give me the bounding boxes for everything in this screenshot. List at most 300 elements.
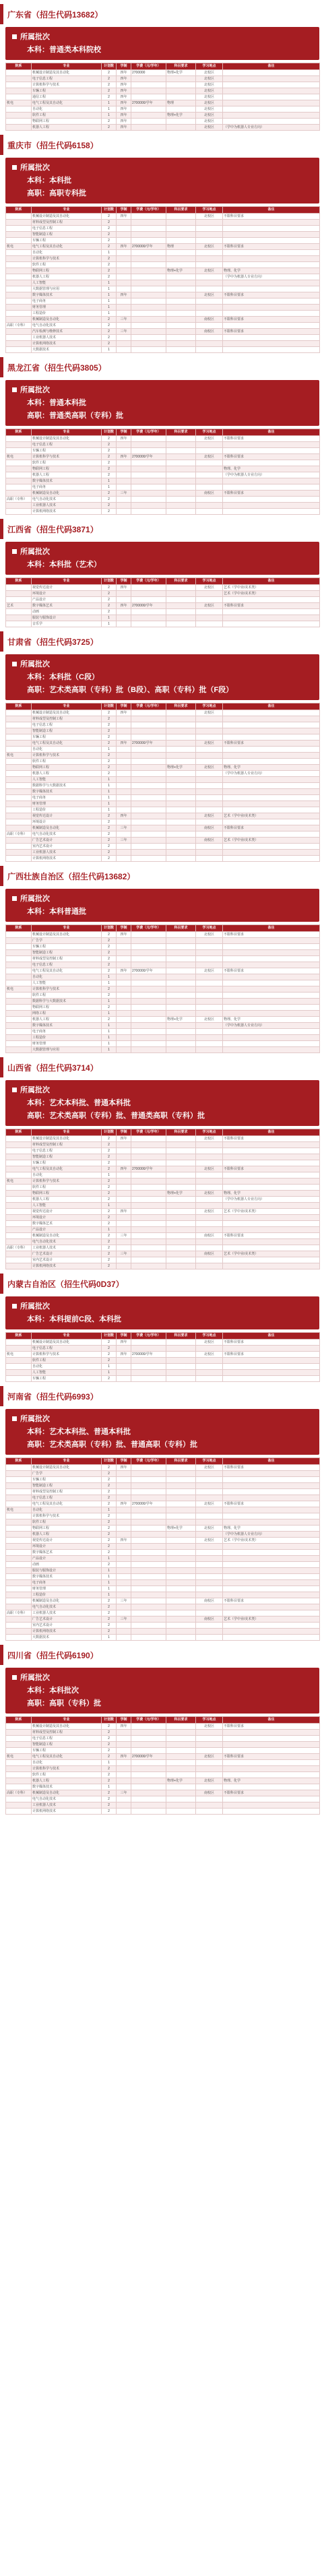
table-cell xyxy=(117,323,131,329)
table-cell xyxy=(131,1623,166,1629)
table-row xyxy=(6,1352,320,1358)
table-cell xyxy=(131,759,166,765)
table-row xyxy=(6,1263,320,1269)
table-cell xyxy=(6,1233,32,1239)
table-cell xyxy=(117,1477,131,1483)
province-header xyxy=(0,866,322,886)
table-cell xyxy=(6,807,32,813)
table-row xyxy=(6,94,320,100)
table-row xyxy=(6,1754,320,1760)
table-cell: （学中为机器人专业方向） xyxy=(223,1532,320,1538)
table-cell xyxy=(196,256,223,262)
table-cell xyxy=(6,436,32,442)
table-row xyxy=(6,1802,320,1809)
table-cell xyxy=(223,70,320,76)
table-cell xyxy=(131,710,166,716)
batch-title-text: 所属批次 xyxy=(20,1086,50,1094)
table-row xyxy=(6,232,320,238)
table-cell xyxy=(6,710,32,716)
table-cell: 视觉传达设计 xyxy=(32,585,102,591)
table-cell: 机器人工程 xyxy=(32,1017,102,1023)
table-cell xyxy=(131,311,166,317)
table-cell xyxy=(166,1483,196,1489)
table-row xyxy=(6,1221,320,1227)
table-cell: 三年 xyxy=(117,491,131,497)
table-cell xyxy=(117,591,131,597)
table-cell xyxy=(117,478,131,484)
batch-box xyxy=(5,380,319,426)
table-cell: 环境设计 xyxy=(32,1544,102,1550)
table-cell: 机器人工程 xyxy=(32,1778,102,1784)
table-cell xyxy=(196,759,223,765)
table-cell xyxy=(166,1538,196,1544)
table-cell xyxy=(131,436,166,442)
table-cell xyxy=(196,1766,223,1772)
table-cell: 2 xyxy=(102,1489,117,1495)
batch-title-text: 所属批次 xyxy=(20,895,50,903)
table-row xyxy=(6,1465,320,1471)
table-cell xyxy=(6,347,32,353)
table-cell xyxy=(6,442,32,448)
table-cell xyxy=(166,82,196,88)
table-cell xyxy=(131,753,166,759)
table-cell: 2 xyxy=(102,220,117,226)
table-row xyxy=(6,1136,320,1142)
table-cell: 机电 xyxy=(6,1179,32,1185)
table-cell: 车辆工程 xyxy=(32,1160,102,1166)
plan-table xyxy=(5,924,320,1053)
table-cell: 三年 xyxy=(117,329,131,335)
table-cell: 2700000 xyxy=(131,70,166,76)
column-header: 计划数 xyxy=(102,1717,117,1724)
table-cell xyxy=(6,1185,32,1191)
table-cell xyxy=(131,1035,166,1041)
table-cell: 数字媒体技术 xyxy=(32,789,102,795)
table-cell: 2 xyxy=(102,1209,117,1215)
table-cell xyxy=(131,484,166,491)
table-cell xyxy=(166,771,196,777)
table-cell: 四年 xyxy=(117,436,131,442)
table-cell: 2 xyxy=(102,819,117,825)
table-cell xyxy=(166,1501,196,1507)
table-row xyxy=(6,1142,320,1148)
table-cell xyxy=(166,1616,196,1623)
table-cell xyxy=(196,1370,223,1376)
table-cell xyxy=(196,1592,223,1598)
table-cell xyxy=(166,88,196,94)
table-cell: 北校区 xyxy=(196,1724,223,1730)
table-row xyxy=(6,999,320,1005)
table-cell xyxy=(223,503,320,509)
table-cell: 2 xyxy=(102,497,117,503)
table-cell: 2 xyxy=(102,119,117,125)
table-cell xyxy=(131,1185,166,1191)
table-row xyxy=(6,1586,320,1592)
table-cell: 四年 xyxy=(117,741,131,747)
table-cell xyxy=(6,76,32,82)
table-cell xyxy=(166,807,196,813)
table-cell xyxy=(131,974,166,980)
table-cell xyxy=(131,1148,166,1154)
province-header xyxy=(0,1274,322,1294)
table-cell xyxy=(196,1197,223,1203)
table-cell: 2 xyxy=(102,956,117,962)
table-cell xyxy=(166,1736,196,1742)
table-cell: 北校区 xyxy=(196,1017,223,1023)
table-cell xyxy=(166,436,196,442)
table-cell xyxy=(6,311,32,317)
table-cell xyxy=(117,442,131,448)
table-cell xyxy=(6,238,32,244)
table-cell xyxy=(196,980,223,986)
table-row xyxy=(6,478,320,484)
table-cell: 2 xyxy=(102,1191,117,1197)
table-cell xyxy=(223,1005,320,1011)
table-row xyxy=(6,1257,320,1263)
table-cell xyxy=(196,1550,223,1556)
table-cell: 机电 xyxy=(6,986,32,993)
table-cell: 不限科目要求 xyxy=(223,1340,320,1346)
table-cell: 计算机科学与技术 xyxy=(32,753,102,759)
batch-line: 高职：艺术类高职（专科）批、普通高职（专科）批 xyxy=(27,1441,197,1449)
table-cell xyxy=(131,1358,166,1364)
table-cell xyxy=(131,305,166,311)
table-cell: 北校区 xyxy=(196,1778,223,1784)
table-cell: 2 xyxy=(102,1142,117,1148)
table-cell: 1 xyxy=(102,789,117,795)
table-cell: 自动化 xyxy=(32,974,102,980)
table-cell xyxy=(131,1519,166,1526)
table-cell xyxy=(117,759,131,765)
table-cell xyxy=(117,466,131,472)
table-cell: 2 xyxy=(102,844,117,850)
column-header: 计划数 xyxy=(102,63,117,70)
table-cell xyxy=(6,1483,32,1489)
table-cell xyxy=(196,609,223,615)
table-cell xyxy=(6,795,32,801)
table-cell: 2 xyxy=(102,1233,117,1239)
table-cell xyxy=(196,999,223,1005)
table-cell: 北校区 xyxy=(196,125,223,131)
table-cell xyxy=(166,1148,196,1154)
table-cell xyxy=(131,795,166,801)
table-cell xyxy=(117,783,131,789)
table-cell: 数字媒体技术 xyxy=(32,1023,102,1029)
table-cell: 2 xyxy=(102,232,117,238)
province-title: 山西省（招生代码3714） xyxy=(7,1063,98,1073)
table-cell: 北校区 xyxy=(196,268,223,274)
table-row xyxy=(6,938,320,944)
table-cell xyxy=(166,801,196,807)
table-cell: 四年 xyxy=(117,113,131,119)
table-cell xyxy=(117,844,131,850)
table-cell: 1 xyxy=(102,311,117,317)
table-cell xyxy=(131,722,166,728)
table-cell xyxy=(131,329,166,335)
table-cell xyxy=(131,825,166,831)
table-cell: 1 xyxy=(102,1047,117,1053)
column-header: 学习地点 xyxy=(196,63,223,70)
table-cell: 2 xyxy=(102,1263,117,1269)
table-cell: 四年 xyxy=(117,82,131,88)
table-cell xyxy=(6,759,32,765)
table-cell: 电气自动化技术 xyxy=(32,1239,102,1245)
table-cell xyxy=(131,1556,166,1562)
table-cell: 艺术（学中业/美术类） xyxy=(223,585,320,591)
table-row xyxy=(6,1784,320,1790)
column-header: 院系 xyxy=(6,1129,32,1136)
table-cell: 2 xyxy=(102,238,117,244)
table-cell: 服装与服饰设计 xyxy=(32,1568,102,1574)
table-cell: 财务管理 xyxy=(32,801,102,807)
table-row xyxy=(6,728,320,734)
table-cell xyxy=(166,286,196,292)
table-cell xyxy=(117,497,131,503)
table-cell: 2 xyxy=(102,950,117,956)
batch-title xyxy=(12,31,313,42)
table-row xyxy=(6,256,320,262)
table-cell xyxy=(6,728,32,734)
table-cell: 北校区 xyxy=(196,1526,223,1532)
table-cell: 2 xyxy=(102,268,117,274)
column-header: 学费（元/学年） xyxy=(131,703,166,710)
table-cell xyxy=(117,1623,131,1629)
table-cell: 四年 xyxy=(117,125,131,131)
table-cell xyxy=(223,1245,320,1251)
table-cell: 2 xyxy=(102,88,117,94)
table-cell: 物理+化学 xyxy=(166,1778,196,1784)
table-cell xyxy=(6,1160,32,1166)
table-cell: 2 xyxy=(102,1790,117,1796)
table-cell: 北校区 xyxy=(196,741,223,747)
table-cell xyxy=(196,226,223,232)
table-cell xyxy=(223,1580,320,1586)
table-cell: 1 xyxy=(102,280,117,286)
batch-title xyxy=(12,1084,313,1095)
table-cell: 智能制造工程 xyxy=(32,1154,102,1160)
table-cell xyxy=(6,968,32,974)
table-cell: 2 xyxy=(102,1598,117,1604)
table-cell: 2 xyxy=(102,1340,117,1346)
table-cell: 财务管理 xyxy=(32,305,102,311)
table-cell xyxy=(223,100,320,106)
table-cell: 四年 xyxy=(117,1538,131,1544)
column-header: 备注 xyxy=(223,1717,320,1724)
table-cell xyxy=(117,1154,131,1160)
table-cell: 软件工程 xyxy=(32,1185,102,1191)
table-cell xyxy=(166,986,196,993)
table-cell xyxy=(117,1760,131,1766)
table-cell xyxy=(131,94,166,100)
column-header: 学费（元/学年） xyxy=(131,925,166,932)
table-cell: 2 xyxy=(102,1358,117,1364)
table-cell xyxy=(6,1796,32,1802)
table-cell: 软件工程 xyxy=(32,993,102,999)
table-row xyxy=(6,1160,320,1166)
table-cell: 北校区 xyxy=(196,100,223,106)
table-cell: 2 xyxy=(102,603,117,609)
table-cell xyxy=(196,250,223,256)
table-cell: 电气工程及其自动化 xyxy=(32,1166,102,1172)
table-row xyxy=(6,1370,320,1376)
table-cell: 北校区 xyxy=(196,76,223,82)
table-cell xyxy=(196,305,223,311)
table-cell: 南校区 xyxy=(196,491,223,497)
table-cell: 软件工程 xyxy=(32,759,102,765)
table-cell: 工业机器人技术 xyxy=(32,1245,102,1251)
table-cell: 1 xyxy=(102,292,117,299)
table-cell xyxy=(131,621,166,627)
table-cell: 四年 xyxy=(117,968,131,974)
table-cell xyxy=(6,1376,32,1382)
table-cell xyxy=(223,1556,320,1562)
table-cell xyxy=(6,838,32,844)
table-cell: 南校区 xyxy=(196,1790,223,1796)
table-cell: 软件工程 xyxy=(32,1358,102,1364)
table-cell: 2 xyxy=(102,710,117,716)
table-cell: 2 xyxy=(102,317,117,323)
table-header-row xyxy=(6,1333,320,1340)
table-cell xyxy=(131,1041,166,1047)
column-header: 科目要求 xyxy=(166,1333,196,1340)
table-cell xyxy=(6,741,32,747)
table-cell xyxy=(223,795,320,801)
table-cell: 2 xyxy=(102,1562,117,1568)
table-cell xyxy=(166,250,196,256)
table-cell: 2 xyxy=(102,1005,117,1011)
table-cell xyxy=(131,1489,166,1495)
table-cell xyxy=(166,795,196,801)
province-header xyxy=(0,1386,322,1406)
table-cell xyxy=(196,722,223,728)
table-cell xyxy=(166,1574,196,1580)
table-cell: 车辆工程 xyxy=(32,88,102,94)
table-cell xyxy=(223,615,320,621)
table-cell xyxy=(131,1154,166,1160)
table-cell xyxy=(131,1136,166,1142)
plan-table xyxy=(5,577,320,627)
table-cell xyxy=(131,106,166,113)
table-cell: 2 xyxy=(102,1501,117,1507)
table-cell xyxy=(223,448,320,454)
table-cell xyxy=(166,76,196,82)
table-row xyxy=(6,1513,320,1519)
table-cell: 三年 xyxy=(117,1616,131,1623)
column-header: 计划数 xyxy=(102,578,117,585)
table-cell: 1 xyxy=(102,1203,117,1209)
table-cell: 计算机网络技术 xyxy=(32,856,102,862)
table-cell: 艺术 xyxy=(6,603,32,609)
table-cell xyxy=(131,214,166,220)
table-cell: 2 xyxy=(102,341,117,347)
table-cell: 2 xyxy=(102,1809,117,1815)
table-row xyxy=(6,1501,320,1507)
table-cell xyxy=(223,621,320,627)
table-cell: 2 xyxy=(102,466,117,472)
table-cell xyxy=(166,728,196,734)
table-cell xyxy=(117,1495,131,1501)
table-row xyxy=(6,1562,320,1568)
table-cell xyxy=(223,950,320,956)
table-cell xyxy=(131,1495,166,1501)
table-cell: 2 xyxy=(102,962,117,968)
table-cell xyxy=(117,1376,131,1382)
table-cell xyxy=(196,1495,223,1501)
table-row xyxy=(6,1172,320,1179)
table-row xyxy=(6,1772,320,1778)
column-header: 学习地点 xyxy=(196,1458,223,1465)
table-cell: 计算机科学与技术 xyxy=(32,1352,102,1358)
table-cell xyxy=(223,509,320,515)
table-cell xyxy=(166,1748,196,1754)
table-cell: 计算机科学与技术 xyxy=(32,1179,102,1185)
table-cell xyxy=(166,1370,196,1376)
column-header: 学制 xyxy=(117,925,131,932)
table-cell: 软件工程 xyxy=(32,1772,102,1778)
table-row xyxy=(6,82,320,88)
table-cell xyxy=(223,1047,320,1053)
table-cell: 2 xyxy=(102,1017,117,1023)
table-cell xyxy=(223,819,320,825)
table-cell xyxy=(223,280,320,286)
column-header: 科目要求 xyxy=(166,1129,196,1136)
batch-title xyxy=(12,1672,313,1683)
table-cell xyxy=(117,286,131,292)
table-cell: 不限科目要求 xyxy=(223,1790,320,1796)
table-cell: 2 xyxy=(102,1748,117,1754)
table-row xyxy=(6,710,320,716)
table-cell xyxy=(223,1748,320,1754)
table-cell xyxy=(223,1562,320,1568)
table-cell: 1 xyxy=(102,1784,117,1790)
batch-title-text: 所属批次 xyxy=(20,660,50,668)
table-cell xyxy=(6,250,32,256)
table-cell: 2 xyxy=(102,503,117,509)
table-cell xyxy=(196,311,223,317)
table-cell: 2 xyxy=(102,1544,117,1550)
square-bullet-icon xyxy=(12,34,17,39)
table-cell xyxy=(196,448,223,454)
table-cell xyxy=(166,838,196,844)
table-row xyxy=(6,1766,320,1772)
table-cell xyxy=(6,466,32,472)
table-cell xyxy=(117,472,131,478)
table-cell: 2 xyxy=(102,256,117,262)
table-cell: 1 xyxy=(102,777,117,783)
table-cell: 物理、化学 xyxy=(223,466,320,472)
table-cell xyxy=(131,1760,166,1766)
table-cell xyxy=(131,509,166,515)
table-cell: 艺术（学中业/美术类） xyxy=(223,813,320,819)
table-cell xyxy=(6,980,32,986)
table-cell: 1 xyxy=(102,106,117,113)
column-header: 科目要求 xyxy=(166,703,196,710)
table-cell xyxy=(166,950,196,956)
table-cell xyxy=(166,825,196,831)
table-cell xyxy=(196,1179,223,1185)
batch-title-text: 所属批次 xyxy=(20,164,50,172)
table-cell: 北校区 xyxy=(196,70,223,76)
table-cell: 电气自动化技术 xyxy=(32,323,102,329)
table-cell: 2 xyxy=(102,1245,117,1251)
table-cell xyxy=(166,1136,196,1142)
table-cell xyxy=(196,1239,223,1245)
table-cell: 高职（专科） xyxy=(6,497,32,503)
table-cell xyxy=(196,1742,223,1748)
table-cell xyxy=(117,1263,131,1269)
table-cell xyxy=(131,609,166,615)
table-cell xyxy=(117,789,131,795)
